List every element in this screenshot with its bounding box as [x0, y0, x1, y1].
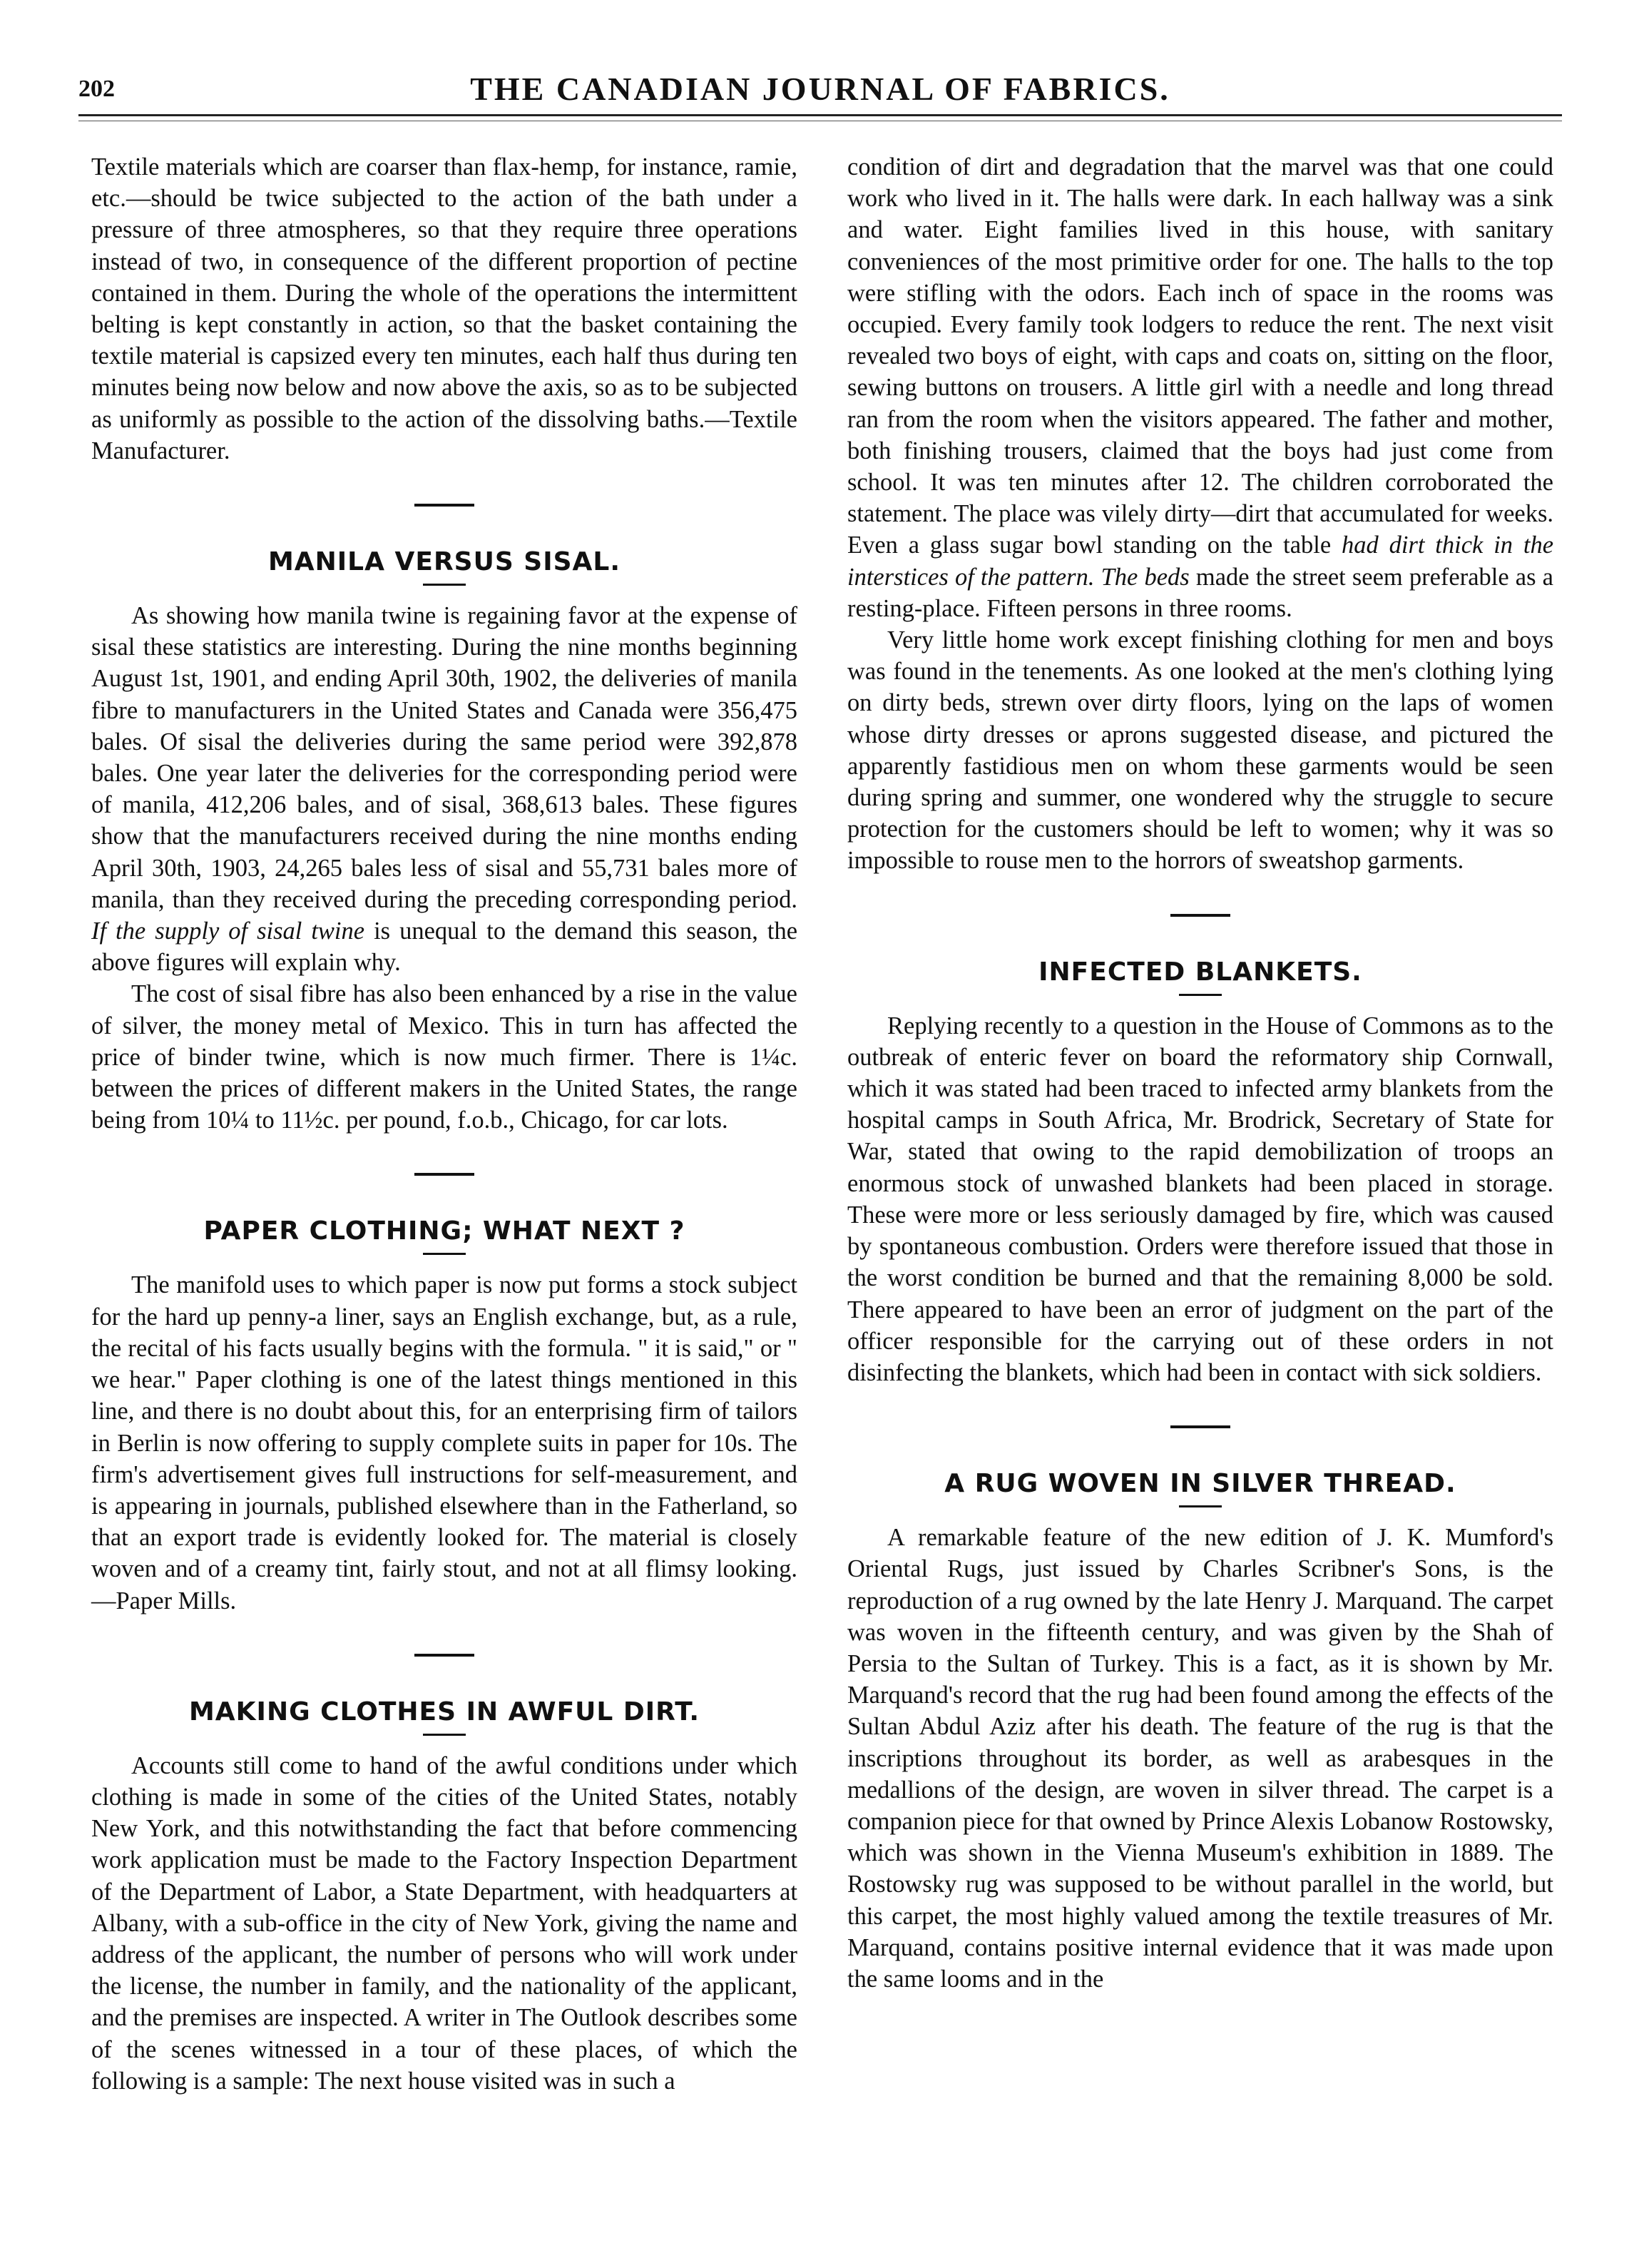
- heading-rule: [423, 1253, 466, 1255]
- right-column: [847, 151, 1553, 1995]
- header-rule: [78, 114, 1562, 121]
- manila-paragraph-2: The cost of sisal fibre has also been enhanced by a rise in the value of silver, the money metal of Mexico. This in turn has affected the price of binder twine, which is now much firmer. There is 1¼c. between the prices of different makers in the United States, the range being from 10¼ to 11½c. per pound, f.o.b., Chicago, for car lots.: [91, 980, 797, 1134]
- blankets-heading: INFECTED BLANKETS.: [1038, 957, 1362, 987]
- dirt-paragraph-2: Very little home work except finishing clothing for men and boys was found in the tenements. As one looked at the men's clothing lying on dirty beds, strewn over dirty floors, lying on the laps of women whose dirty dresses or aprons suggested disease, and pictured the apparently fastidious men on whom these garments would be seen during spring and summer, one wondered why the struggle to secure protection for the customers should be left to women; why it was so impossible to rouse men to the horrors of sweatshop garments.: [847, 626, 1553, 875]
- rug-paragraph: A remarkable feature of the new edition of J. K. Mumford's Oriental Rugs, just issued by Charles Scribner's Sons, is the reproduction of a rug owned by the late Henry J. Marquand. The carpet was woven in the fifteenth century, and was given by the Shah of Persia to the Sultan of Turkey. This is a fact, as it is shown by Mr. Marquand's record that the rug had been found among the effects of the Sultan Abdul Aziz after his death. The feature of the rug is that the inscriptions throughout its border, as well as arabesques in the medallions of the design, are woven in silver thread. The carpet is a companion piece for that owned by Prince Alexis Lobanow Rostowsky, which was shown in the Vienna Museum's exhibition in 1889. The Rostowsky rug was supposed to be without parallel in the world, but this carpet, the most highly valued among the textile treasures of Mr. Marquand, contains positive internal evidence that it was made upon the same looms and in the: [847, 1524, 1553, 1993]
- left-column: [91, 151, 797, 2097]
- manila-italic: If the supply of sisal twine: [91, 917, 365, 945]
- journal-title: THE CANADIAN JOURNAL OF FABRICS.: [470, 71, 1170, 107]
- page-number: 202: [78, 76, 115, 102]
- rug-heading: A RUG WOVEN IN SILVER THREAD.: [944, 1469, 1456, 1499]
- heading-rule: [1179, 994, 1222, 996]
- section-divider: [1170, 1425, 1230, 1428]
- dirt-paragraph: Accounts still come to hand of the awful conditions under which clothing is made in some of the cities of the United States, notably New York, and this notwithstanding the fact that before commencing work application must be made to the Factory Inspection Department of the Department of Labor, a State Department, with headquarters at Albany, with a sub-office in the city of New York, giving the name and address of the applicant, the number of persons who will work under the license, the number in family, and the nationality of the applicant, and the premises are inspected. A writer in The Outlook describes some of the scenes witnessed in a tour of these places, of which the following is a sample: The next house visited was in such a: [91, 1751, 797, 2095]
- section-divider: [414, 1173, 474, 1176]
- manila-heading: MANILA VERSUS SISAL.: [267, 547, 621, 577]
- manila-paragraph-1: [91, 600, 797, 978]
- heading-rule: [423, 584, 466, 586]
- dirt-cont-end: made the street seem preferable as a resting-place. Fifteen persons in three rooms.: [847, 563, 1553, 622]
- heading-rule: [1179, 1505, 1222, 1507]
- manila-text: As showing how manila twine is regaining favor at the expense of sisal these statistics are interesting. During the nine months beginning August 1st, 1901, and ending April 30th, 1902, the deliveries of manila fibre to manufacturers in the United States and Canada were 356,475 bales. Of sisal the deliveries during the same period were 392,878 bales. One year later the deliveries for the corresponding period were of manila, 412,206 bales, and of sisal, 368,613 bales. These figures show that the manufacturers received during the nine months ending April 30th, 1903, 24,265 bales less of sisal and 55,731 bales more of manila, than they received during the preceding corresponding period.: [91, 602, 797, 913]
- dirt-heading: MAKING CLOTHES IN AWFUL DIRT.: [188, 1697, 700, 1727]
- intro-paragraph: Textile materials which are coarser than flax-hemp, for instance, ramie, etc.—should be twice subjected to the action of the bath under a pressure of three atmospheres, so that they require three operations instead of two, in consequence of the different proportion of pectine contained in them. During the whole of the operations the intermittent belting is kept constantly in action, so that the basket containing the textile material is capsized every ten minutes, each half thus during ten minutes being now below and now above the axis, so as to be subjected as uniformly as possible to the action of the dissolving baths.—Textile Manufacturer.: [91, 153, 797, 464]
- heading-rule: [423, 1734, 466, 1736]
- section-divider: [414, 504, 474, 507]
- manila-text-end: is unequal to the demand this season, the above figures will explain why.: [91, 917, 798, 977]
- blankets-paragraph: Replying recently to a question in the House of Commons as to the outbreak of enteric fever on board the reformatory ship Cornwall, which it was stated had been traced to infected army blankets from the hospital camps in South Africa, Mr. Brodrick, Secretary of State for War, stated that owing to the rapid demobilization of troops an enormous stock of unwashed blankets had been placed in storage. These were more or less seriously damaged by fire, which was caused by spontaneous combustion. Orders were therefore issued that those in the worst condition be burned and that the remaining 8,000 be sold. There appeared to have been an error of judgment on the part of the officer responsible for the carrying out of these orders in not disinfecting the blankets, which had been in contact with sick soldiers.: [847, 1012, 1553, 1386]
- dirt-continued-paragraph: [847, 151, 1553, 624]
- section-divider: [1170, 914, 1230, 917]
- dirt-cont-italic: had dirt thick in the interstices of the pattern. The beds: [847, 532, 1554, 591]
- paper-heading: PAPER CLOTHING; WHAT NEXT ?: [203, 1216, 685, 1246]
- section-divider: [414, 1654, 474, 1657]
- paper-paragraph: The manifold uses to which paper is now put forms a stock subject for the hard up penny-a liner, says an English exchange, but, as a rule, the recital of his facts usually begins with the formula. " it is said," or " we hear." Paper clothing is one of the latest things mentioned in this line, and there is no doubt about this, for an enterprising firm of tailors in Berlin is now offering to supply complete suits in paper for 10s. The firm's advertisement gives full instructions for self-measurement, and is appearing in journals, published elsewhere than in the Fatherland, so that an export trade is evidently looked for. The material is closely woven and of a creamy tint, fairly stout, and not at all flimsy looking.—Paper Mills.: [91, 1271, 797, 1614]
- dirt-cont-text: condition of dirt and degradation that the marvel was that one could work who lived in it. The halls were dark. In each hallway was a sink and water. Eight families lived in this house, with sanitary conveniences of the most primitive order for one. The halls to the top were stifling with the odors. Each inch of space in the rooms was occupied. Every family took lodgers to reduce the rent. The next visit revealed two boys of eight, with caps and coats on, sitting on the floor, sewing buttons on trousers. A little girl with a needle and long thread ran from the room when the visitors appeared. The father and mother, both finishing trousers, claimed that the boys had just come from school. It was ten minutes after 12. The children corroborated the statement. The place was vilely dirty—dirt that accumulated for weeks. Even a glass sugar bowl standing on the table: [847, 153, 1553, 559]
- page-header: [78, 70, 1562, 113]
